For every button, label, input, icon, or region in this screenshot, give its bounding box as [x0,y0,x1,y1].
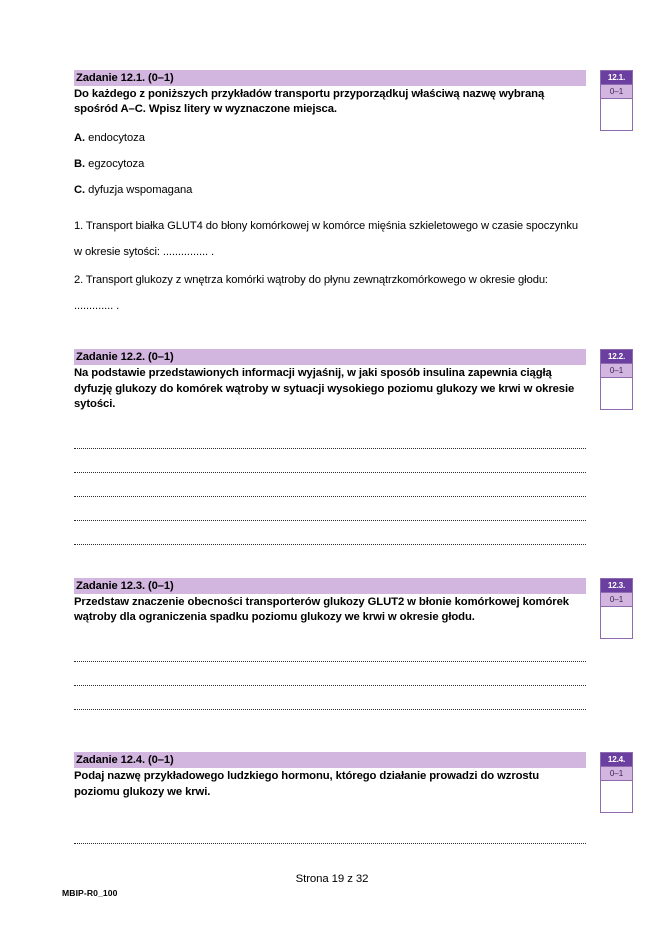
footer-document-code: MBIP-R0_100 [62,888,118,898]
answer-line[interactable] [74,425,586,449]
score-box-12-4-range: 0–1 [601,766,632,781]
content-column [74,70,626,844]
statement-1[interactable]: 1. Transport białka GLUT4 do błony komórkowej w komórce mięśnia szkieletowego w czasie spoczynku w okresie sytości: ............... . [74,220,579,258]
task-12-2-answer-lines [74,425,586,545]
score-box-12-3-entry[interactable] [601,607,632,638]
score-box-12-3 [600,578,633,639]
option-b-text: egzocytoza [88,158,145,171]
task-12-1-options [74,131,586,198]
task-12-4-prompt: Podaj nazwę przykładowego ludzkiego hormonu, którego działanie prowadzi do wzrostu poziomu glukozy we krwi. [74,770,540,798]
score-box-12-3-number: 12.3. [601,579,632,592]
score-box-12-1-number: 12.1. [601,71,632,84]
score-box-12-1-range: 0–1 [601,84,632,99]
score-box-12-4-number: 12.4. [601,753,632,766]
task-12-3-answer-lines [74,638,586,710]
task-12-2-title: Zadanie 12.2. (0–1) [74,349,586,365]
score-box-12-2-range: 0–1 [601,363,632,378]
option-c-text: dyfuzja wspomagana [88,184,193,197]
task-12-2-prompt: Na podstawie przedstawionych informacji wyjaśnij, w jaki sposób insulina zapewnia ciągłą dyfuzję glukozy do komórek wątroby w sytuacji wysokiego poziomu glukozy we krwi w okresie sytości. [74,367,575,410]
score-box-12-2-number: 12.2. [601,350,632,363]
score-box-12-2-entry[interactable] [601,378,632,409]
task-12-1-title: Zadanie 12.1. (0–1) [74,70,586,86]
score-box-12-1 [600,70,633,131]
answer-line[interactable] [74,820,586,844]
task-12-1-statements [74,214,586,319]
option-a-text: endocytoza [88,132,145,145]
option-b-letter: B. [74,158,86,171]
statement-2[interactable]: 2. Transport glukozy z wnętrza komórki wątroby do płynu zewnątrzkomórkowego w okresie głodu: ............. . [74,274,548,312]
task-12-4-answer-lines [74,820,586,844]
option-a-letter: A. [74,132,86,145]
answer-line[interactable] [74,473,586,497]
option-b [74,157,586,172]
option-c [74,183,586,198]
answer-line[interactable] [74,497,586,521]
score-box-12-3-range: 0–1 [601,592,632,607]
score-box-12-4-entry[interactable] [601,781,632,812]
answer-line[interactable] [74,662,586,686]
task-12-3-prompt: Przedstaw znaczenie obecności transporterów glukozy GLUT2 w błonie komórkowej komórek wątroby dla ograniczenia spadku poziomu glukozy we krwi w okresie głodu. [74,596,569,624]
answer-line[interactable] [74,638,586,662]
task-12-3-title: Zadanie 12.3. (0–1) [74,578,586,594]
answer-line[interactable] [74,449,586,473]
task-12-4-title: Zadanie 12.4. (0–1) [74,752,586,768]
footer-page-number: Strona 19 z 32 [295,873,369,885]
option-c-letter: C. [74,184,86,197]
task-12-3 [74,578,626,710]
task-12-1 [74,70,626,319]
score-box-12-4 [600,752,633,813]
task-12-4 [74,752,626,843]
score-box-12-1-entry[interactable] [601,99,632,130]
task-12-1-prompt: Do każdego z poniższych przykładów transportu przyporządkuj właściwą nazwę wybraną spośród A–C. Wpisz litery w wyznaczone miejsca. [74,88,545,116]
answer-line[interactable] [74,521,586,545]
score-box-12-2 [600,349,633,410]
task-12-2 [74,349,626,545]
option-a [74,131,586,146]
answer-line[interactable] [74,686,586,710]
